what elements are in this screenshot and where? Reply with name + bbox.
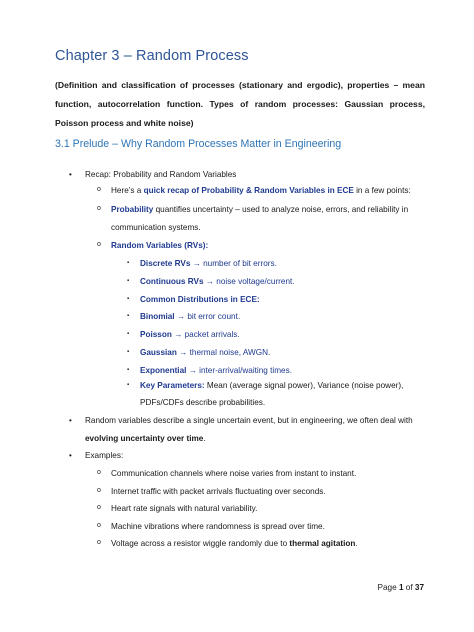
square-bullet-icon: ▪ <box>127 313 130 320</box>
rv-item: ▪ Discrete RVs → number of bit errors. <box>127 259 277 268</box>
rv-item-key-cont: PDFs/CDFs describe probabilities. <box>140 398 266 407</box>
bullet-icon: • <box>69 170 72 179</box>
para-bullet: • Random variables describe a single uncertain event, but in engineering, we often deal with <box>69 416 413 425</box>
example-item: o Communication channels where noise varies from instant to instant. <box>97 469 357 478</box>
square-bullet-icon: ▪ <box>127 366 130 373</box>
square-bullet-icon: ▪ <box>127 295 130 302</box>
circle-bullet-icon: o <box>97 521 101 529</box>
recap-point-1: o Here’s a quick recap of Probability & Random Variables in ECE in a few points: <box>97 186 411 195</box>
example-item: o Heart rate signals with natural variability. <box>97 504 258 514</box>
circle-bullet-icon: o <box>97 205 101 212</box>
rv-item: ▪ Poisson → packet arrivals. <box>127 330 240 340</box>
rv-item: ▪ Gaussian → thermal noise, AWGN. <box>127 348 271 357</box>
recap-point-2-cont: communication systems. <box>111 223 201 232</box>
recap-point-2: o Probability quantifies uncertainty – used to analyze noise, errors, and reliability in <box>97 205 409 214</box>
square-bullet-icon: ▪ <box>127 331 130 338</box>
circle-bullet-icon: o <box>97 469 101 476</box>
rv-item: ▪ Binomial → bit error count. <box>127 312 241 322</box>
page-number: Page 1 of 37 <box>377 583 424 592</box>
examples-bullet: • Examples: <box>69 451 124 460</box>
section-title: 3.1 Prelude – Why Random Processes Matter in Engineering <box>55 138 342 150</box>
recap-bullet <box>69 170 237 179</box>
circle-bullet-icon: o <box>97 241 101 248</box>
rv-item: ▪ Continuous RVs → noise voltage/current. <box>127 276 295 286</box>
square-bullet-icon: ▪ <box>127 277 130 284</box>
square-bullet-icon: ▪ <box>127 382 130 388</box>
chapter-title: Chapter 3 – Random Process <box>55 48 249 64</box>
recap-label: Recap: Probability and Random Variables <box>85 170 237 179</box>
square-bullet-icon: ▪ <box>127 349 130 355</box>
circle-bullet-icon: o <box>97 539 101 546</box>
rv-item-key: ▪ Key Parameters: Mean (average signal power), Variance (noise power), <box>127 381 404 390</box>
circle-bullet-icon: o <box>97 486 101 494</box>
example-item-last: o Voltage across a resistor wiggle randomly due to thermal agitation. <box>97 539 358 548</box>
example-item: o Machine vibrations where randomness is spread over time. <box>97 521 325 531</box>
chapter-intro: (Definition and classification of processes (stationary and ergodic), properties – mean function, autocorrelation function. Types of random processes: Gaussian process, Poisson process and white noise) <box>55 80 425 128</box>
rv-item: ▪ Exponential → inter-arrival/waiting times. <box>127 365 292 375</box>
bullet-icon: • <box>69 416 72 425</box>
rv-item: ▪ Common Distributions in ECE: <box>127 294 260 304</box>
bullet-icon: • <box>69 451 72 460</box>
circle-bullet-icon: o <box>97 186 101 193</box>
square-bullet-icon: ▪ <box>127 260 130 266</box>
example-item: o Internet traffic with packet arrivals fluctuating over seconds. <box>97 486 326 496</box>
recap-point-3: o Random Variables (RVs): <box>97 241 209 250</box>
circle-bullet-icon: o <box>97 504 101 512</box>
para-bullet-cont: evolving uncertainty over time. <box>85 434 206 443</box>
